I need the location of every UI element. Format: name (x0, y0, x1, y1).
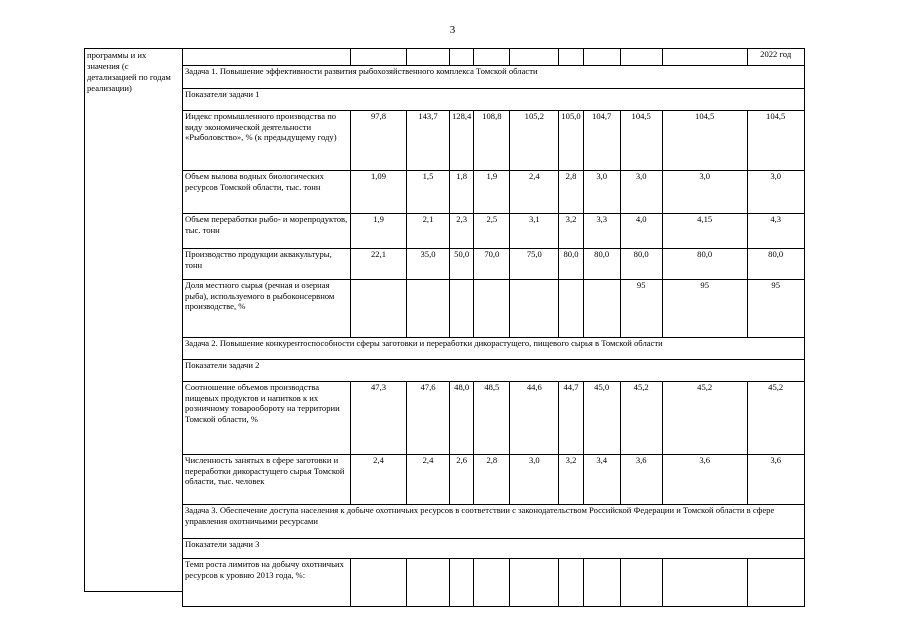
value-cell: 3,2 (559, 455, 583, 505)
value-cell (450, 280, 474, 338)
value-cell: 104,7 (583, 111, 620, 171)
value-cell: 44,7 (559, 382, 583, 455)
section-title: Задача 1. Повышение эффективности развития рыбохозяйственного комплекса Томской области (183, 66, 805, 89)
value-cell: 44,6 (510, 382, 559, 455)
indicator-label: Индекс промышленного производства по виду экономической деятельности «Рыболовство», % (к предыдущему году) (183, 111, 351, 171)
value-cell: 3,6 (662, 455, 747, 505)
indicator-label: Производство продукции аквакультуры, тонн (183, 249, 351, 280)
section-row (183, 505, 805, 539)
value-cell: 105,0 (559, 111, 583, 171)
value-cell: 104,5 (620, 111, 662, 171)
header-cell (450, 49, 474, 66)
section-title: Показатели задачи 2 (183, 360, 805, 382)
value-cell (559, 559, 583, 607)
table-header-row (183, 49, 805, 66)
value-cell: 45,2 (662, 382, 747, 455)
value-cell (351, 280, 407, 338)
header-cell (662, 49, 747, 66)
value-cell: 47,6 (407, 382, 450, 455)
header-cell (510, 49, 559, 66)
section-row (183, 66, 805, 89)
value-cell: 2,4 (510, 171, 559, 214)
value-cell (474, 559, 510, 607)
value-cell: 104,5 (747, 111, 804, 171)
table-row (183, 249, 805, 280)
value-cell: 2,4 (351, 455, 407, 505)
section-title: Задача 2. Повышение конкурентоспособности сферы заготовки и переработки дикорастущего, пищевого сырья в Томской области (183, 338, 805, 360)
value-cell: 4,15 (662, 214, 747, 249)
value-cell: 80,0 (583, 249, 620, 280)
page-number: 3 (449, 24, 456, 36)
value-cell (559, 280, 583, 338)
value-cell: 1,9 (474, 171, 510, 214)
value-cell: 1,5 (407, 171, 450, 214)
header-year-cell: 2022 год (747, 49, 804, 66)
value-cell: 143,7 (407, 111, 450, 171)
value-cell: 75,0 (510, 249, 559, 280)
value-cell: 3,0 (583, 171, 620, 214)
indicator-label: Численность занятых в сфере заготовки и переработки дикорастущего сырья Томской области, тыс. человек (183, 455, 351, 505)
value-cell: 48,5 (474, 382, 510, 455)
table-row (183, 559, 805, 607)
section-row (183, 360, 805, 382)
value-cell: 2,1 (407, 214, 450, 249)
indicator-section-header (84, 48, 182, 592)
value-cell: 3,3 (583, 214, 620, 249)
value-cell: 2,6 (450, 455, 474, 505)
section-title: Показатели задачи 1 (183, 89, 805, 111)
section-row (183, 539, 805, 559)
value-cell: 3,6 (620, 455, 662, 505)
value-cell: 35,0 (407, 249, 450, 280)
value-cell: 105,2 (510, 111, 559, 171)
value-cell (620, 559, 662, 607)
value-cell: 70,0 (474, 249, 510, 280)
value-cell: 80,0 (620, 249, 662, 280)
value-cell: 95 (747, 280, 804, 338)
value-cell: 95 (620, 280, 662, 338)
header-cell (559, 49, 583, 66)
section-row (183, 89, 805, 111)
value-cell: 2,8 (559, 171, 583, 214)
section-title: Показатели задачи 3 (183, 539, 805, 559)
value-cell (351, 559, 407, 607)
value-cell: 3,0 (747, 171, 804, 214)
value-cell: 128,4 (450, 111, 474, 171)
header-cell (407, 49, 450, 66)
table-row (183, 382, 805, 455)
value-cell (407, 559, 450, 607)
header-cell (474, 49, 510, 66)
indicator-label: Доля местного сырья (речная и озерная рыба), используемого в рыбоконсервном производстве, % (183, 280, 351, 338)
value-cell: 108,8 (474, 111, 510, 171)
value-cell (510, 559, 559, 607)
value-cell: 4,3 (747, 214, 804, 249)
indicator-label: Соотношение объемов производства пищевых продуктов и напитков к их розничному товарообороту на территории Томской области, % (183, 382, 351, 455)
value-cell: 50,0 (450, 249, 474, 280)
value-cell: 80,0 (747, 249, 804, 280)
value-cell: 22,1 (351, 249, 407, 280)
value-cell: 95 (662, 280, 747, 338)
value-cell (583, 280, 620, 338)
table-row (183, 214, 805, 249)
value-cell: 47,3 (351, 382, 407, 455)
value-cell: 104,5 (662, 111, 747, 171)
value-cell: 48,0 (450, 382, 474, 455)
value-cell: 45,2 (747, 382, 804, 455)
value-cell: 2,5 (474, 214, 510, 249)
value-cell: 2,4 (407, 455, 450, 505)
indicator-label: Объем вылова водных биологических ресурсов Томской области, тыс. тонн (183, 171, 351, 214)
value-cell (450, 559, 474, 607)
table-row (183, 171, 805, 214)
left-header-text: программы и их значения (с детализацией по годам реализации) (87, 50, 171, 93)
value-cell: 3,6 (747, 455, 804, 505)
value-cell: 1,09 (351, 171, 407, 214)
section-title: Задача 3. Обеспечение доступа населения к добыче охотничьих ресурсов в соответствии с законодательством Российской Федерации и Томской области в сфере управления охотничьими ресурсами (183, 505, 805, 539)
header-cell (583, 49, 620, 66)
value-cell (407, 280, 450, 338)
value-cell: 2,3 (450, 214, 474, 249)
value-cell: 3,4 (583, 455, 620, 505)
value-cell: 3,0 (662, 171, 747, 214)
value-cell: 80,0 (559, 249, 583, 280)
value-cell: 4,0 (620, 214, 662, 249)
value-cell (474, 280, 510, 338)
value-cell (510, 280, 559, 338)
table-row (183, 280, 805, 338)
value-cell: 45,2 (620, 382, 662, 455)
table-row (183, 111, 805, 171)
value-cell (747, 559, 804, 607)
value-cell: 45,0 (583, 382, 620, 455)
section-row (183, 338, 805, 360)
header-cell (620, 49, 662, 66)
indicator-label: Темп роста лимитов на добычу охотничьих ресурсов к уровню 2013 года, %: (183, 559, 351, 607)
value-cell: 80,0 (662, 249, 747, 280)
value-cell (583, 559, 620, 607)
table-row (183, 455, 805, 505)
value-cell: 97,8 (351, 111, 407, 171)
value-cell (662, 559, 747, 607)
value-cell: 3,0 (510, 455, 559, 505)
value-cell: 2,8 (474, 455, 510, 505)
value-cell: 3,0 (620, 171, 662, 214)
header-cell (183, 49, 351, 66)
header-cell (351, 49, 407, 66)
value-cell: 3,2 (559, 214, 583, 249)
indicator-label: Объем переработки рыбо- и морепродуктов, тыс. тонн (183, 214, 351, 249)
value-cell: 1,9 (351, 214, 407, 249)
indicators-table (182, 48, 805, 607)
value-cell: 1,8 (450, 171, 474, 214)
value-cell: 3,1 (510, 214, 559, 249)
